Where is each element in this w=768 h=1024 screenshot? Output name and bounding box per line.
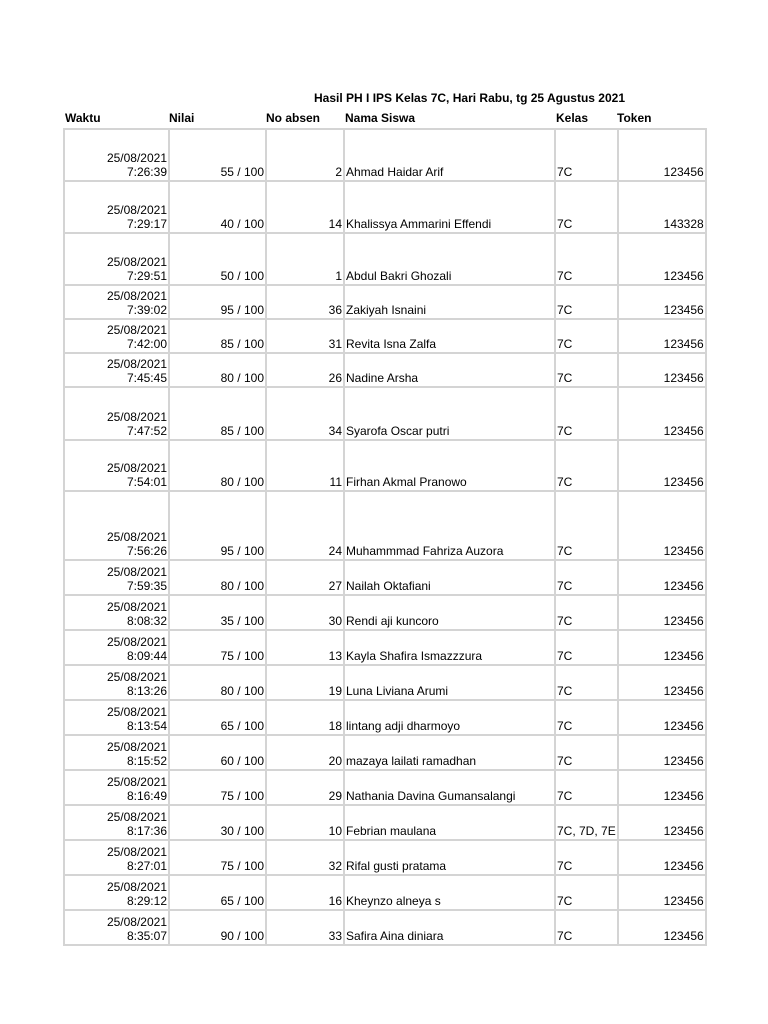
results-table — [63, 128, 707, 946]
time-text: 8:35:07 — [126, 929, 167, 943]
table-row — [64, 630, 706, 665]
date-text: 25/08/2021 — [106, 740, 167, 754]
kelas-cell: 7C — [555, 387, 618, 440]
waktu-cell — [64, 665, 169, 700]
nama-cell: lintang adji dharmoyo — [344, 700, 555, 735]
table-row — [64, 129, 706, 181]
date-text: 25/08/2021 — [106, 880, 167, 894]
nama-cell: Firhan Akmal Pranowo — [344, 440, 555, 491]
waktu-cell — [64, 595, 169, 630]
waktu-cell — [64, 285, 169, 319]
kelas-cell: 7C — [555, 353, 618, 387]
table-row — [64, 319, 706, 353]
time-text: 7:42:00 — [126, 337, 167, 351]
kelas-cell: 7C — [555, 285, 618, 319]
nama-cell: Nadine Arsha — [344, 353, 555, 387]
token-cell: 123456 — [618, 630, 706, 665]
nilai-cell: 40 / 100 — [169, 181, 266, 233]
table-row — [64, 595, 706, 630]
nilai-cell: 90 / 100 — [169, 910, 266, 945]
nama-cell: Kayla Shafira Ismazzzura — [344, 630, 555, 665]
waktu-cell — [64, 129, 169, 181]
absen-cell: 16 — [266, 875, 344, 910]
nama-cell: Abdul Bakri Ghozali — [344, 233, 555, 285]
nama-cell: Muhammmad Fahriza Auzora — [344, 491, 555, 560]
time-text: 7:59:35 — [126, 579, 167, 593]
date-text: 25/08/2021 — [106, 323, 167, 337]
kelas-cell: 7C — [555, 233, 618, 285]
kelas-cell: 7C — [555, 910, 618, 945]
nilai-cell: 50 / 100 — [169, 233, 266, 285]
date-text: 25/08/2021 — [106, 915, 167, 929]
date-text: 25/08/2021 — [106, 600, 167, 614]
kelas-cell: 7C — [555, 440, 618, 491]
waktu-cell — [64, 440, 169, 491]
token-cell: 123456 — [618, 910, 706, 945]
table-row — [64, 440, 706, 491]
waktu-cell — [64, 735, 169, 770]
table-row — [64, 770, 706, 805]
absen-cell: 34 — [266, 387, 344, 440]
absen-cell: 32 — [266, 840, 344, 875]
nama-cell: Khalissya Ammarini Effendi — [344, 181, 555, 233]
table-row — [64, 560, 706, 595]
header-kelas: Kelas — [556, 111, 589, 125]
absen-cell: 24 — [266, 491, 344, 560]
waktu-cell — [64, 560, 169, 595]
kelas-cell: 7C — [555, 630, 618, 665]
token-cell: 123456 — [618, 665, 706, 700]
header-waktu: Waktu — [65, 111, 101, 125]
nilai-cell: 80 / 100 — [169, 440, 266, 491]
token-cell: 123456 — [618, 353, 706, 387]
absen-cell: 1 — [266, 233, 344, 285]
token-cell: 123456 — [618, 595, 706, 630]
token-cell: 123456 — [618, 129, 706, 181]
date-text: 25/08/2021 — [106, 530, 167, 544]
date-text: 25/08/2021 — [106, 255, 167, 269]
table-row — [64, 805, 706, 840]
nilai-cell: 65 / 100 — [169, 875, 266, 910]
time-text: 7:54:01 — [126, 475, 167, 489]
nilai-cell: 60 / 100 — [169, 735, 266, 770]
page-title: Hasil PH I IPS Kelas 7C, Hari Rabu, tg 25 Agustus 2021 — [314, 91, 625, 105]
date-text: 25/08/2021 — [106, 461, 167, 475]
nilai-cell: 80 / 100 — [169, 665, 266, 700]
table-row — [64, 181, 706, 233]
waktu-cell — [64, 181, 169, 233]
kelas-cell: 7C — [555, 665, 618, 700]
waktu-cell — [64, 770, 169, 805]
table-row — [64, 700, 706, 735]
nilai-cell: 35 / 100 — [169, 595, 266, 630]
results-table-body — [64, 129, 706, 945]
absen-cell: 31 — [266, 319, 344, 353]
date-text: 25/08/2021 — [106, 845, 167, 859]
table-row — [64, 910, 706, 945]
date-text: 25/08/2021 — [106, 410, 167, 424]
waktu-cell — [64, 700, 169, 735]
absen-cell: 2 — [266, 129, 344, 181]
table-row — [64, 285, 706, 319]
date-text: 25/08/2021 — [106, 151, 167, 165]
nilai-cell: 80 / 100 — [169, 560, 266, 595]
waktu-cell — [64, 233, 169, 285]
absen-cell: 30 — [266, 595, 344, 630]
absen-cell: 33 — [266, 910, 344, 945]
time-text: 8:09:44 — [126, 649, 167, 663]
nama-cell: Revita Isna Zalfa — [344, 319, 555, 353]
date-text: 25/08/2021 — [106, 670, 167, 684]
nama-cell: Nailah Oktafiani — [344, 560, 555, 595]
token-cell: 143328 — [618, 181, 706, 233]
absen-cell: 29 — [266, 770, 344, 805]
nilai-cell: 80 / 100 — [169, 353, 266, 387]
table-row — [64, 233, 706, 285]
token-cell: 123456 — [618, 805, 706, 840]
nama-cell: Luna Liviana Arumi — [344, 665, 555, 700]
absen-cell: 36 — [266, 285, 344, 319]
absen-cell: 27 — [266, 560, 344, 595]
token-cell: 123456 — [618, 387, 706, 440]
token-cell: 123456 — [618, 875, 706, 910]
waktu-cell — [64, 319, 169, 353]
token-cell: 123456 — [618, 840, 706, 875]
table-row — [64, 387, 706, 440]
absen-cell: 26 — [266, 353, 344, 387]
table-row — [64, 353, 706, 387]
kelas-cell: 7C — [555, 491, 618, 560]
header-nilai: Nilai — [169, 111, 195, 125]
token-cell: 123456 — [618, 440, 706, 491]
time-text: 7:29:17 — [126, 217, 167, 231]
date-text: 25/08/2021 — [106, 565, 167, 579]
nilai-cell: 95 / 100 — [169, 285, 266, 319]
token-cell: 123456 — [618, 735, 706, 770]
nilai-cell: 95 / 100 — [169, 491, 266, 560]
nilai-cell: 65 / 100 — [169, 700, 266, 735]
kelas-cell: 7C, 7D, 7E — [555, 805, 618, 840]
nama-cell: Zakiyah Isnaini — [344, 285, 555, 319]
absen-cell: 10 — [266, 805, 344, 840]
absen-cell: 14 — [266, 181, 344, 233]
nilai-cell: 75 / 100 — [169, 840, 266, 875]
kelas-cell: 7C — [555, 875, 618, 910]
nilai-cell: 30 / 100 — [169, 805, 266, 840]
waktu-cell — [64, 840, 169, 875]
nama-cell: Kheynzo alneya s — [344, 875, 555, 910]
absen-cell: 19 — [266, 665, 344, 700]
nama-cell: Rendi aji kuncoro — [344, 595, 555, 630]
time-text: 8:16:49 — [126, 789, 167, 803]
token-cell: 123456 — [618, 700, 706, 735]
time-text: 8:13:26 — [126, 684, 167, 698]
waktu-cell — [64, 875, 169, 910]
table-row — [64, 840, 706, 875]
time-text: 7:47:52 — [126, 424, 167, 438]
kelas-cell: 7C — [555, 735, 618, 770]
time-text: 7:39:02 — [126, 303, 167, 317]
kelas-cell: 7C — [555, 770, 618, 805]
kelas-cell: 7C — [555, 129, 618, 181]
time-text: 8:29:12 — [126, 894, 167, 908]
nama-cell: Syarofa Oscar putri — [344, 387, 555, 440]
table-row — [64, 735, 706, 770]
token-cell: 123456 — [618, 491, 706, 560]
waktu-cell — [64, 491, 169, 560]
kelas-cell: 7C — [555, 700, 618, 735]
nama-cell: Febrian maulana — [344, 805, 555, 840]
time-text: 7:29:51 — [126, 269, 167, 283]
nilai-cell: 75 / 100 — [169, 630, 266, 665]
time-text: 8:08:32 — [126, 614, 167, 628]
nilai-cell: 75 / 100 — [169, 770, 266, 805]
waktu-cell — [64, 353, 169, 387]
absen-cell: 20 — [266, 735, 344, 770]
header-nama-siswa: Nama Siswa — [345, 111, 416, 125]
time-text: 7:45:45 — [126, 371, 167, 385]
nama-cell: mazaya lailati ramadhan — [344, 735, 555, 770]
waktu-cell — [64, 387, 169, 440]
time-text: 7:26:39 — [126, 165, 167, 179]
date-text: 25/08/2021 — [106, 635, 167, 649]
token-cell: 123456 — [618, 560, 706, 595]
token-cell: 123456 — [618, 319, 706, 353]
waktu-cell — [64, 805, 169, 840]
kelas-cell: 7C — [555, 840, 618, 875]
date-text: 25/08/2021 — [106, 289, 167, 303]
time-text: 8:17:36 — [126, 824, 167, 838]
token-cell: 123456 — [618, 770, 706, 805]
date-text: 25/08/2021 — [106, 705, 167, 719]
time-text: 8:27:01 — [126, 859, 167, 873]
nama-cell: Nathania Davina Gumansalangi — [344, 770, 555, 805]
kelas-cell: 7C — [555, 595, 618, 630]
table-row — [64, 875, 706, 910]
nilai-cell: 85 / 100 — [169, 319, 266, 353]
token-cell: 123456 — [618, 285, 706, 319]
date-text: 25/08/2021 — [106, 357, 167, 371]
time-text: 8:15:52 — [126, 754, 167, 768]
header-token: Token — [617, 111, 652, 125]
absen-cell: 18 — [266, 700, 344, 735]
time-text: 7:56:26 — [126, 544, 167, 558]
kelas-cell: 7C — [555, 181, 618, 233]
nama-cell: Safira Aina diniara — [344, 910, 555, 945]
absen-cell: 11 — [266, 440, 344, 491]
token-cell: 123456 — [618, 233, 706, 285]
nama-cell: Ahmad Haidar Arif — [344, 129, 555, 181]
date-text: 25/08/2021 — [106, 203, 167, 217]
nilai-cell: 55 / 100 — [169, 129, 266, 181]
table-row — [64, 491, 706, 560]
date-text: 25/08/2021 — [106, 810, 167, 824]
absen-cell: 13 — [266, 630, 344, 665]
waktu-cell — [64, 630, 169, 665]
waktu-cell — [64, 910, 169, 945]
nama-cell: Rifal gusti pratama — [344, 840, 555, 875]
nilai-cell: 85 / 100 — [169, 387, 266, 440]
table-row — [64, 665, 706, 700]
time-text: 8:13:54 — [126, 719, 167, 733]
kelas-cell: 7C — [555, 560, 618, 595]
kelas-cell: 7C — [555, 319, 618, 353]
header-no-absen: No absen — [266, 111, 321, 125]
date-text: 25/08/2021 — [106, 775, 167, 789]
